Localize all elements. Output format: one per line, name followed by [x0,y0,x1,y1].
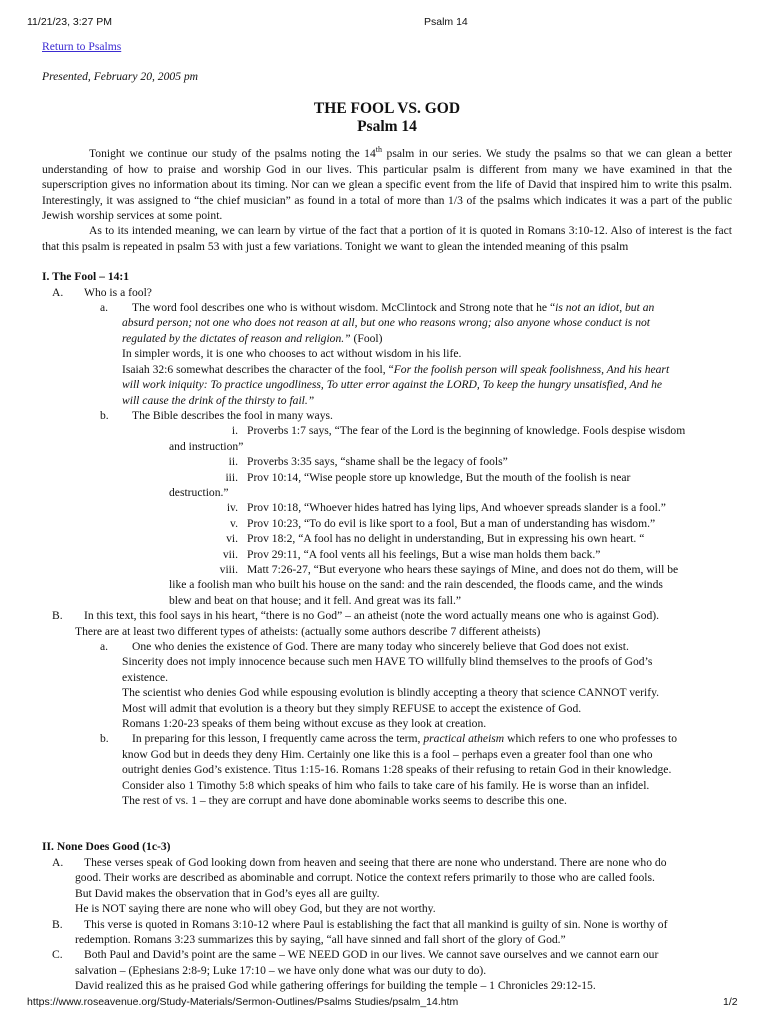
roman-item-text: Matt 7:26-27, “But everyone who hears these sayings of Mine, and does not do them, will be [247,562,679,576]
roman-item-text: Prov 10:14, “Wise people store up knowledge, But the mouth of the foolish is near [247,470,631,484]
print-timestamp: 11/21/23, 3:27 PM [27,16,113,28]
roman-marker: iii. [225,470,238,484]
back-link-row [42,39,732,59]
presented-date: Presented, February 20, 2005 pm [42,70,199,83]
section-heading-fool: I. The Fool – 14:1 [42,270,130,284]
roman-item-continuation: and instruction” [169,439,244,453]
document-subtitle: Psalm 14 [357,118,417,136]
roman-item-text: Prov 10:18, “Whoever hides hatred has lying lips, And whoever spreads slander is a fool.” [247,501,666,515]
roman-item-text: Proverbs 3:35 says, “shame shall be the legacy of fools” [247,455,508,469]
roman-marker: ii. [228,455,238,469]
roman-marker: v. [230,516,238,530]
roman-list-item [42,562,732,577]
roman-list-item [42,470,732,485]
outline-item: C. Both Paul and David’s point are the same – WE NEED GOD in our lives. We cannot save ourselves and we cannot earn our [52,948,659,962]
roman-item-text: Prov 29:11, “A fool vents all his feelings, But a wise man holds them back.” [247,547,601,561]
print-page-number: 1/2 [723,996,738,1008]
print-page-title: Psalm 14 [424,16,468,28]
roman-item-text: Prov 10:23, “To do evil is like sport to a fool, But a man of understanding has wisdom.” [247,516,656,530]
outline-item: A. Who is a fool? [52,285,152,299]
outline-item: a. One who denies the existence of God. There are many today who sincerely believe that God does not exist. [100,640,629,653]
outline-item: A. These verses speak of God looking down from heaven and seeing that there are none who understand. There are none who do [52,855,667,869]
roman-marker: i. [231,424,238,438]
print-url: https://www.roseavenue.org/Study-Materials/Sermon-Outlines/Psalms Studies/psalm_14.htm [27,996,459,1008]
roman-marker: iv. [226,501,238,515]
section-heading-none-does-good: II. None Does Good (1c-3) [42,840,171,854]
roman-numeral-list [42,423,732,608]
roman-item-text: Proverbs 1:7 says, “The fear of the Lord is the beginning of knowledge. Fools despise wisdom [247,424,686,438]
outline-item: b. In preparing for this lesson, I frequently came across the term, practical atheism which refers to one who professes to [100,732,678,746]
roman-list-item [42,531,732,546]
roman-item-continuation: like a foolish man who built his house on the sand: and the rain descended, the floods came, and the winds [169,578,663,592]
roman-list-item [42,500,732,515]
intro-paragraph-2: As to its intended meaning, we can learn by virtue of the fact that a portion of it is quoted in Romans 3:10-12. Also of interest is the fact that this psalm is repeated in psalm 53 with just a few variations. Tonight we want to glean the intended meaning of this psalm [42,224,732,253]
outline-item: B. In this text, this fool says in his heart, “there is no God” – an atheist (note the word actually means one who is against God). [52,609,660,623]
roman-marker: viii. [219,562,238,576]
document-title: THE FOOL VS. GOD [313,100,461,118]
roman-list-item [42,516,732,531]
roman-marker: vi. [226,532,238,546]
roman-marker: vii. [222,547,238,561]
outline-item: a. The word fool describes one who is without wisdom. McClintock and Strong note that he “is not an idiot, but an [100,301,655,315]
return-to-psalms-link[interactable]: Return to Psalms [42,40,122,53]
outline-item: B. This verse is quoted in Romans 3:10-12 where Paul is establishing the fact that all mankind is guilty of sin. None is worthy of [52,917,668,931]
roman-item-continuation: destruction.” [169,485,229,499]
roman-list-item [42,423,732,438]
roman-item-continuation: blew and beat on that house; and it fell. And great was its fall.” [169,593,462,607]
intro-paragraph-1: Tonight we continue our study of the psalms noting the 14th psalm in our series. We study the psalms so that we can glean a better understanding of how to praise and worship God in our lives. This particular psalm is different from many we have examined in that the superscription gives no information about its timing. Nor can we glean a specific event from the life of David that inspired him to write this psalm. Interestingly, it was assigned to “the chief musician” as found in a total of more than 1/3 of the psalms which indicates it was a part of the public Jewish worship services at some point. [42,145,732,223]
roman-list-item [42,454,732,469]
document-body: Return to Psalms Presented, February 20, 2005 pm THE FOOL VS. GOD Psalm 14 Tonight we continue our study of the psalms noting the 14th psalm in our series. We study the psalms so that we can glean a better understanding of how to praise and worship God in our lives. This particular psalm is different from many we have examined in that the superscription gives no information about its timing. Nor can we glean a specific event from the life of David that inspired him to write this psalm. Interestingly, it was assigned to “the chief musician” as found in a total of more than 1/3 of the psalms which indicates it was a part of the public Jewish worship services at some point. As to its intended meaning, we can learn by virtue of the fact that a portion of it is quoted in Romans 3:10-12. Also of interest is the fact that this psalm is repeated in psalm 53 with just a few variations. Tonight we want to glean the intended meaning of this psalm I. The Fool – 14:1 A. Who is a fool? a. The word fool describes one who is without wisdom. McClintock and Strong note that he “is not an idiot, but an absurd person; not one who does not reason at all, but one who reasons wrong; also anyone whose conduct is not regulated by the dictates of reason and religion.” (Fool) In simpler words, it is one who chooses to act without wisdom in his life. Isaiah 32:6 somewhat describes the character of the fool, “For the foolish person will speak foolishness, And his heart will work iniquity: To practice ungodliness, To utter error against the LORD, To keep the hungry unsatisfied, And he will cause the drink of the thirsty to fail.” b. The Bible describes the fool in many ways. i. Proverbs 1:7 says, “The fear of the Lord is the beginning of knowledge. Fools despise wisdom and instruction” ii. Proverbs 3:35 says, “shame shall be the legacy of fools” iii. Prov 10:14, “Wise people store up knowledge, But the mouth of the foolish is near destruction.” iv. Prov 10:18, “Whoever hides hatred has lying lips, And whoever spreads slander is a fool.” v. Prov 10:23, “To do evil is like sport to a fool, But a man of understanding has wisdom.” vi. Prov 18:2, “A fool has no delight in understanding, But in expressing his own heart. “ vii. Prov 29:11, “A fool vents all his feelings, But a wise man holds them back.” viii. Matt 7:26-27, “But everyone who hears these sayings of Mine, and does not do them, will be like a foolish man who built his house on the sand: and the rain descended, the floods came, and the winds blew and beat on that house; and it fell. And great was its fall.” B. In this text, this fool says in his heart, “there is no God” – an atheist (note the word actually means one who is against God). There are at least two different types of atheists: (actually some authors describe 7 different atheists) a. One who denies the existence of God. There are many today who sincerely believe that God does not exist. Sincerity does not imply innocence because such men HAVE TO willfully blind themselves to the proofs of God’s existence. The scientist who denies God while espousing evolution is blindly accepting a theory that science CANNOT verify. Most will admit that evolution is a theory but they simply REFUSE to accept the existence of God. Romans 1:20-23 speaks of them being without excuse as they look at creation. b. In preparing for this lesson, I frequently came across the term, practical atheism which refers to one who professes to know God but in deeds they deny Him. Certainly one like this is a fool – perhaps even a greater fool than one who outright denies God’s existence. Titus 1:15-16. Romans 1:28 speaks of their refusing to retain God in their knowledge. Consider also 1 Timothy 5:8 which speaks of him who fails to take care of his family. He is worse than an infidel. The rest of vs. 1 – they are corrupt and have done abominable works seems to describe this one. II. None Does Good (1c-3) A. These verses speak of God looking down from heaven and seeing that there are none who understand. There are none who do good. Their works are described as abominable and corrupt. Notice the context refers primarily to those who are called fools. But David makes the observation that in God’s eyes all are guilty. He is NOT saying there are none who will obey God, but they are not worthy. B. This verse is quoted in Romans 3:10-12 where Paul is establishing the fact that all mankind is guilty of sin. None is worthy of redemption. Romans 3:23 summarizes this by saying, “all have sinned and fall short of the glory of God.” C. Both Paul and David’s point are the same – WE NEED GOD in our lives. We cannot save ourselves and we cannot earn our salvation – (Ephesians 2:8-9; Luke 17:10 – we have only done what was our duty to do). David realized this as he praised God while gathering offerings for building the temple – 1 Chronicles 29:12-15. [42,40,732,993]
outline-item: b. The Bible describes the fool in many ways. [100,408,333,422]
roman-item-text: Prov 18:2, “A fool has no delight in understanding, But in expressing his own heart. “ [247,532,645,546]
roman-list-item [42,547,732,562]
